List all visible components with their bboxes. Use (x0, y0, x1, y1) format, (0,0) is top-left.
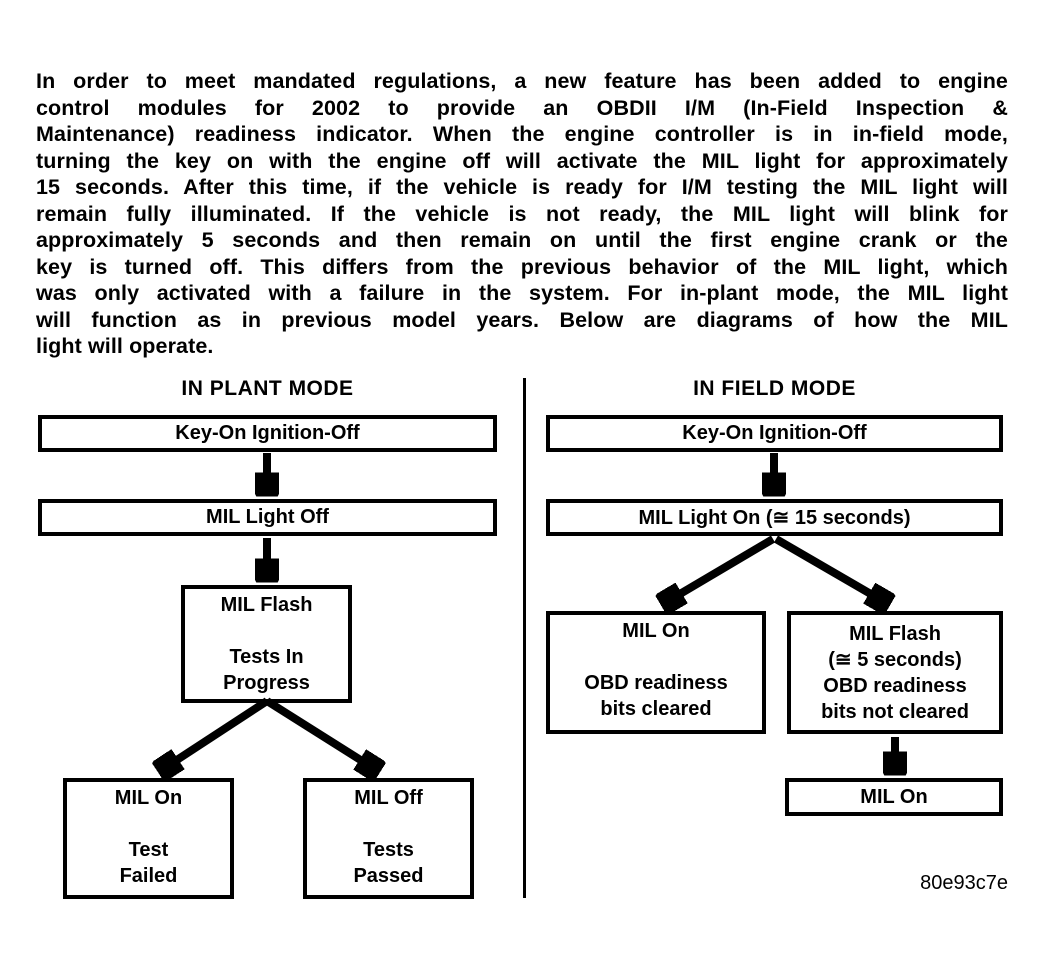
plant-mode-title: IN PLANT MODE (181, 377, 354, 400)
box-line: Passed (353, 865, 424, 887)
intro-line: turning the key on with the engine off will activate the MIL light for approximately (36, 148, 1008, 173)
intro-paragraph (36, 68, 1008, 360)
box-line: OBD readiness (823, 675, 967, 697)
field-box-mil-on-final (785, 778, 1003, 816)
box-label: Key-On Ignition-Off (175, 422, 360, 444)
box-line: MIL On (622, 620, 690, 642)
field-box-mil-light-on-15-seconds (546, 499, 1003, 536)
intro-line: 15 seconds. After this time, if the vehicle is ready for I/M testing the MIL light will (36, 175, 1008, 199)
box-label: Key-On Ignition-Off (682, 422, 867, 444)
plant-box-mil-light-off (38, 499, 497, 536)
box-label: MIL Light On (≅ 15 seconds) (638, 507, 911, 529)
intro-line: was only activated with a failure in the system. For in-plant mode, the MIL light (36, 281, 1008, 305)
intro-line: light will operate. (36, 334, 214, 358)
box-line: MIL On (114, 787, 183, 809)
field-box-mil-on-obd-readiness-bits-cleared (546, 611, 766, 734)
box-line: MIL Flash (220, 594, 313, 616)
plant-box-key-on-ignition-off (38, 415, 497, 452)
box-line: Tests (363, 839, 414, 861)
plant-box-mil-off-tests-passed (303, 778, 474, 899)
arrow-field-millighton-to-bitsnotcleared (776, 539, 888, 604)
field-mode-title: IN FIELD MODE (693, 377, 856, 400)
box-line: Failed (119, 865, 178, 887)
box-line: MIL Off (354, 787, 423, 809)
plant-box-mil-flash-tests-in-progress (181, 585, 352, 703)
box-line: bits not cleared (821, 701, 969, 723)
arrow-field-millighton-to-bitscleared (663, 539, 773, 604)
field-box-mil-flash-obd-readiness-bits-not-cleared (787, 611, 1003, 734)
box-line: Tests In (229, 646, 304, 668)
intro-line: key is turned off. This differs from the previous behavior of the MIL light, which (36, 254, 1008, 279)
box-line: bits cleared (600, 698, 712, 720)
intro-line: will function as in previous model years. Below are diagrams of how the MIL (36, 307, 1008, 332)
box-line: Progress (223, 672, 310, 694)
arrow-plant-milflash-to-testfailed (160, 701, 267, 771)
box-line: (≅ 5 seconds) (828, 649, 962, 671)
box-line: MIL Flash (849, 623, 941, 645)
box-label: MIL On (860, 785, 928, 808)
intro-line: control modules for 2002 to provide an OBDII I/M (In-Field Inspection & (36, 95, 1008, 120)
field-box-key-on-ignition-off (546, 415, 1003, 452)
figure-code: 80e93c7e (920, 872, 1008, 894)
arrow-plant-milflash-to-testspassed (267, 701, 378, 771)
intro-line: Maintenance) readiness indicator. When the engine controller is in in-field mode, (36, 122, 1008, 146)
box-line: Test (128, 839, 169, 861)
intro-line: In order to meet mandated regulations, a new feature has been added to engine (36, 69, 1008, 93)
intro-line: approximately 5 seconds and then remain on until the first engine crank or the (36, 228, 1008, 252)
box-line: OBD readiness (584, 672, 728, 694)
column-divider (523, 378, 526, 898)
plant-box-mil-on-test-failed (63, 778, 234, 899)
intro-line: remain fully illuminated. If the vehicle is not ready, the MIL light will blink for (36, 201, 1008, 226)
box-label: MIL Light Off (206, 506, 329, 528)
